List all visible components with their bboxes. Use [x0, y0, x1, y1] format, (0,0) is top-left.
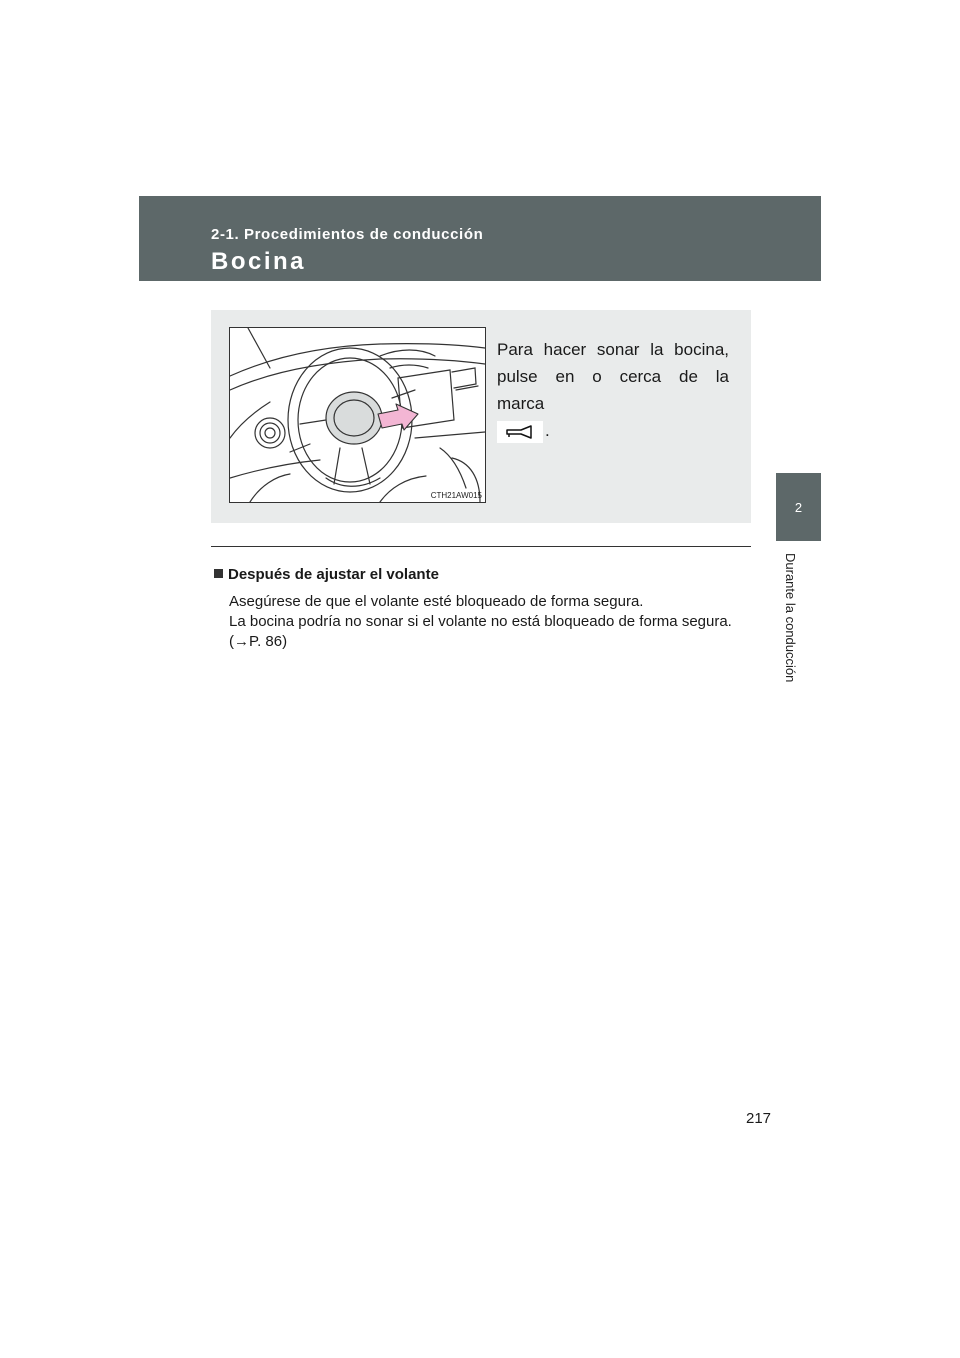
chapter-number: 2 [794, 499, 803, 515]
horn-mark [497, 421, 543, 443]
steering-wheel-illustration [229, 327, 486, 503]
subsection-body [229, 592, 754, 652]
page-title: Bocina [211, 248, 307, 275]
page-number: 217 [746, 1110, 772, 1127]
figure-code: CTH21AW015 [430, 491, 482, 500]
page-reference: (→P. 86) [229, 633, 288, 650]
dashboard-drawing [230, 328, 485, 502]
chapter-label: Durante la conducción [783, 553, 798, 683]
intro-text [497, 336, 729, 444]
subsection-heading [214, 566, 439, 583]
body-line: La bocina podría no sonar si el volante no está bloqueado de forma segura. [229, 613, 732, 630]
horn-icon [505, 425, 535, 439]
intro-sentence-end: . [545, 421, 550, 440]
subsection-heading-text: Después de ajustar el volante [228, 566, 439, 583]
chapter-tab [776, 473, 821, 541]
body-line: Asegúrese de que el volante esté bloqueado de forma segura. [229, 593, 644, 610]
section-divider [211, 546, 751, 547]
bullet-square-icon [214, 569, 223, 578]
section-label: 2-1. Procedimientos de conducción [211, 226, 484, 243]
intro-sentence: Para hacer sonar la bocina, pulse en o cerca de la marca [497, 340, 729, 413]
intro-box [211, 310, 751, 523]
header-band [139, 196, 821, 281]
